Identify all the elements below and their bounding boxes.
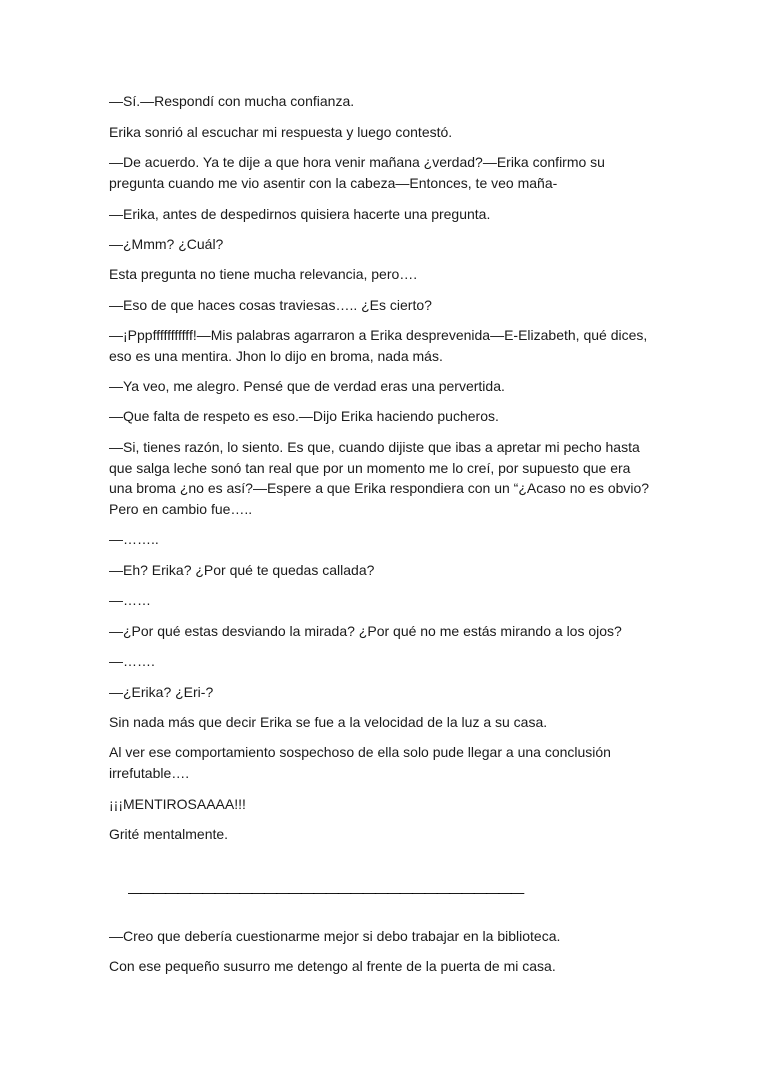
paragraph-line: Con ese pequeño susurro me detengo al frente de la puerta de mi casa. (109, 958, 556, 974)
paragraph-line: ¡¡¡MENTIROSAAAA!!! (109, 796, 246, 812)
paragraph (109, 682, 213, 703)
paragraph (109, 234, 223, 255)
paragraph (109, 651, 155, 672)
paragraph-line: —Si, tienes razón, lo siento. Es que, cuando dijiste que ibas a apretar mi pecho hasta (109, 439, 640, 455)
paragraph (109, 560, 374, 581)
paragraph (109, 406, 499, 427)
paragraph (109, 264, 417, 285)
section-separator: ________________________________ (128, 872, 524, 896)
paragraph-line: —¿Por qué estas desviando la mirada? ¿Por qué no me estás mirando a los ojos? (109, 623, 622, 639)
paragraph-line: Grité mentalmente. (109, 826, 229, 842)
paragraph-line: —……. (109, 653, 155, 669)
paragraph (109, 295, 432, 316)
paragraph (109, 824, 228, 845)
paragraph (109, 956, 556, 977)
paragraph-line: —Eso de que haces cosas traviesas….. ¿Es cierto? (109, 297, 432, 313)
paragraph (109, 529, 159, 550)
paragraph-line: Esta pregunta no tiene mucha relevancia, pero…. (109, 266, 418, 282)
paragraph-line: eso es una mentira. Jhon lo dijo en broma, nada más. (109, 347, 443, 364)
paragraph (109, 712, 547, 733)
paragraph-line: —…… (109, 592, 151, 608)
paragraph (109, 122, 452, 143)
paragraph (109, 376, 505, 397)
paragraph-line: una broma ¿no es así?—Espere a que Erika respondiera con un “¿Acaso no es obvio? (109, 480, 650, 496)
paragraph (109, 204, 490, 225)
paragraph (109, 590, 151, 611)
paragraph (109, 152, 605, 193)
paragraph-line: pregunta cuando me vio asentir con la cabeza—Entonces, te veo maña- (109, 174, 558, 191)
paragraph (109, 621, 622, 642)
paragraph-line: —¡Pppfffffffffff!—Mis palabras agarraron a Erika desprevenida—E-Elizabeth, qué dices, (109, 327, 648, 343)
paragraph-line: Erika sonrió al escuchar mi respuesta y luego contestó. (109, 124, 453, 140)
paragraph-line: —Sí.—Respondí con mucha confianza. (109, 93, 355, 109)
paragraph-line: que salga leche sonó tan real que por un momento me lo creí, por supuesto que era (109, 459, 631, 476)
paragraph-line: irrefutable…. (109, 764, 190, 781)
paragraph (109, 325, 647, 366)
paragraph-line: Pero en cambio fue….. (109, 500, 253, 517)
paragraph (109, 794, 246, 815)
paragraph (109, 437, 649, 519)
paragraph (109, 91, 354, 112)
paragraph-line: —Que falta de respeto es eso.—Dijo Erika haciendo pucheros. (109, 408, 499, 424)
paragraph-line: Sin nada más que decir Erika se fue a la velocidad de la luz a su casa. (109, 714, 548, 730)
paragraph (109, 926, 560, 947)
paragraph-line: —…….. (109, 531, 159, 547)
paragraph-line: —De acuerdo. Ya te dije a que hora venir mañana ¿verdad?—Erika confirmo su (109, 154, 605, 170)
paragraph-line: —Ya veo, me alegro. Pensé que de verdad eras una pervertida. (109, 378, 505, 394)
paragraph-line: —¿Mmm? ¿Cuál? (109, 236, 224, 252)
paragraph-line: —Creo que debería cuestionarme mejor si debo trabajar en la biblioteca. (109, 928, 561, 944)
paragraph-line: —Eh? Erika? ¿Por qué te quedas callada? (109, 562, 375, 578)
paragraph (109, 742, 611, 783)
paragraph-line: —Erika, antes de despedirnos quisiera hacerte una pregunta. (109, 206, 491, 222)
paragraph-line: —¿Erika? ¿Eri-? (109, 684, 214, 700)
paragraph-line: Al ver ese comportamiento sospechoso de ella solo pude llegar a una conclusión (109, 744, 611, 760)
